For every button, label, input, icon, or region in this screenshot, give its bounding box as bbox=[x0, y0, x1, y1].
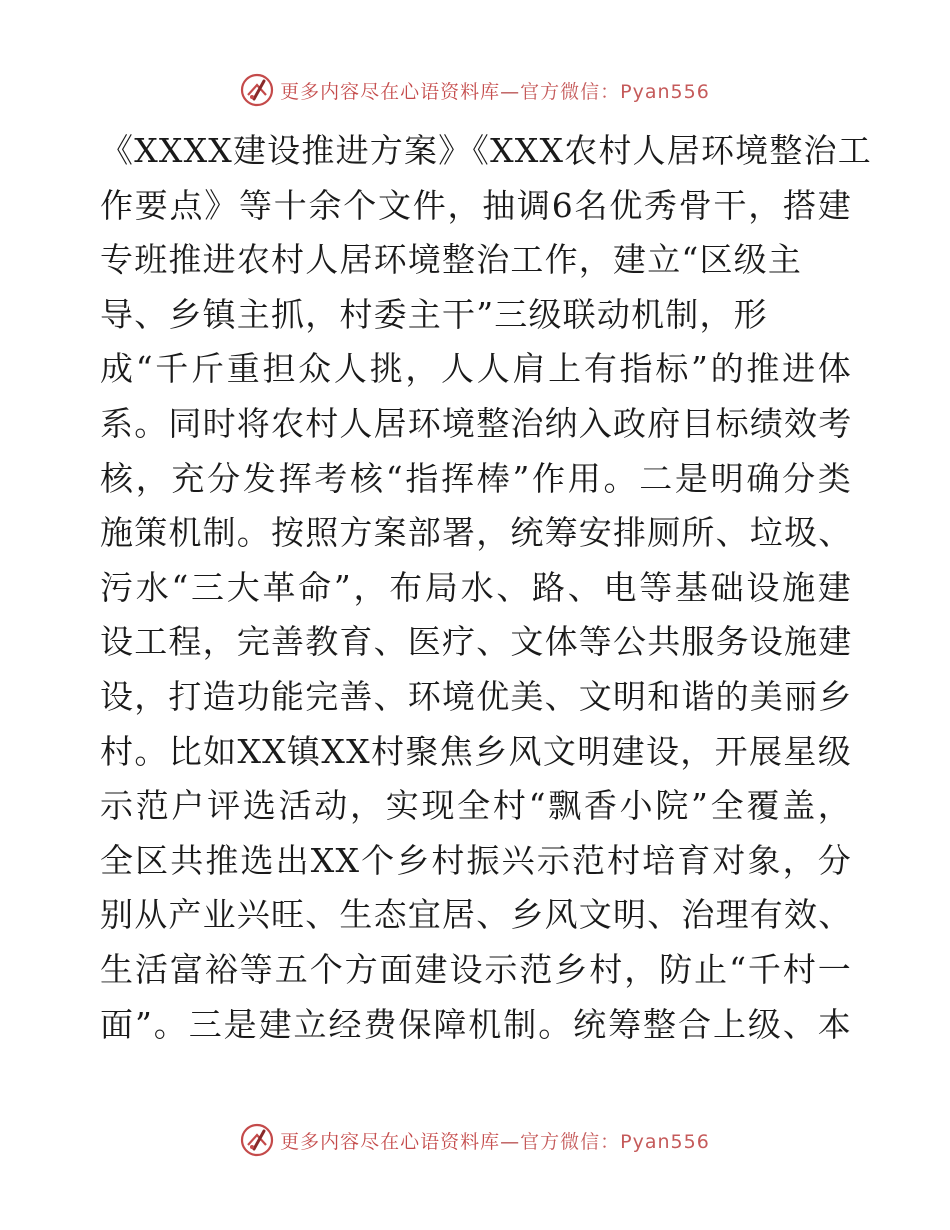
body-line: 导、乡镇主抓，村委主干”三级联动机制，形 bbox=[100, 294, 768, 334]
footer-watermark bbox=[0, 1120, 950, 1160]
body-line: 村。比如XX镇XX村聚焦乡风文明建设，开展星级 bbox=[100, 731, 852, 771]
body-line: 污水“三大革命”，布局水、路、电等基础设施建 bbox=[100, 567, 852, 607]
body-line: 全区共推选出XX个乡村振兴示范村培育对象，分 bbox=[100, 840, 852, 880]
body-line: 核，充分发挥考核“指挥棒”作用。二是明确分类 bbox=[100, 458, 852, 498]
document-body bbox=[100, 124, 872, 1052]
book-pen-logo-icon bbox=[240, 1123, 274, 1157]
body-line: 设，打造功能完善、环境优美、文明和谐的美丽乡 bbox=[100, 676, 853, 716]
body-line: 面”。三是建立经费保障机制。统筹整合上级、本 bbox=[100, 1004, 852, 1044]
body-line: 专班推进农村人居环境整治工作，建立“区级主 bbox=[100, 240, 803, 280]
book-pen-logo-icon bbox=[240, 73, 274, 107]
body-line: 设工程，完善教育、医疗、文体等公共服务设施建 bbox=[100, 622, 853, 662]
body-line: 系。同时将农村人居环境整治纳入政府目标绩效考 bbox=[100, 403, 853, 443]
body-line: 作要点》等十余个文件，抽调6名优秀骨干，搭建 bbox=[100, 185, 852, 225]
body-line: 成“千斤重担众人挑，人人肩上有指标”的推进体 bbox=[100, 349, 852, 389]
header-watermark bbox=[0, 70, 950, 110]
watermark-text: 更多内容尽在心语资料库—官方微信：Pyan556 bbox=[280, 1130, 710, 1153]
watermark-text: 更多内容尽在心语资料库—官方微信：Pyan556 bbox=[280, 80, 710, 103]
body-line: 别从产业兴旺、生态宜居、乡风文明、治理有效、 bbox=[100, 895, 853, 935]
body-line: 施策机制。按照方案部署，统筹安排厕所、垃圾、 bbox=[100, 513, 853, 553]
body-line: 生活富裕等五个方面建设示范乡村，防止“千村一 bbox=[100, 949, 852, 989]
body-line: 示范户评选活动，实现全村“飘香小院”全覆盖， bbox=[100, 786, 852, 826]
body-line: 《XXXX建设推进方案》《XXX农村人居环境整治工 bbox=[100, 131, 872, 170]
